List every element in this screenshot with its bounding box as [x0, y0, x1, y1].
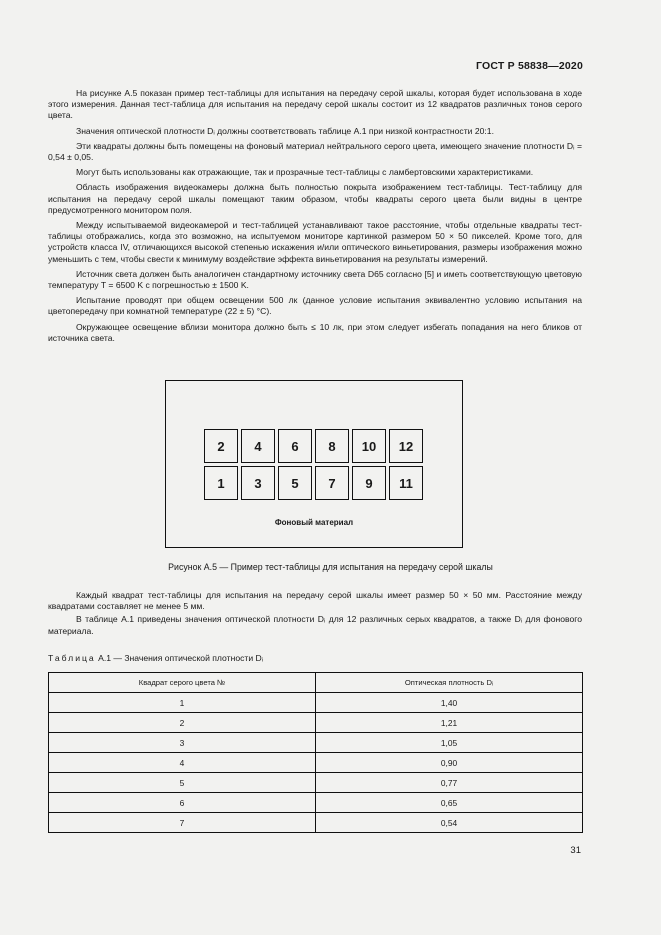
table-row: [49, 813, 583, 833]
table-cell: 1: [49, 693, 316, 713]
paragraph: На рисунке А.5 показан пример тест-таблицы для испытания на передачу серой шкалы, которая будет использована в ходе этого измерения. Данная тест-таблица для испытания на передачу серой шкалы состоит из 12 квадратов различных тонов серого цвета.: [48, 88, 582, 121]
paragraph: Значения оптической плотности Dᵢ должны соответствовать таблице А.1 при низкой контрастности 20:1.: [76, 125, 494, 136]
column-header: Оптическая плотность Dᵢ: [316, 673, 583, 693]
paragraph: В таблице А.1 приведены значения оптической плотности Dᵢ для 12 различных серых квадратов, а также Dᵢ для фонового материала.: [48, 614, 582, 636]
gray-squares-grid: [204, 429, 423, 500]
paragraph: Между испытываемой видеокамерой и тест-таблицей устанавливают такое расстояние, чтобы отдельные квадраты тест-таблицы отображались, когда это возможно, на испытуемом мониторе картинкой размером 50 × 50 пикселей. Кроме того, для устройств класса IV, отличающихся высокой степенью искажения и/или оптического виньетирования, размеры изображения можно уменьшить с тем, чтобы свести к минимуму воздействие эффекта виньетирования на результаты измерений.: [48, 220, 582, 264]
gray-square: 1: [204, 466, 238, 500]
table-cell: 6: [49, 793, 316, 813]
test-chart-figure: [165, 380, 463, 548]
table-row: [49, 713, 583, 733]
paragraph: Область изображения видеокамеры должна быть полностью покрыта изображением тест-таблицы. Тест-таблицу для испытания на передачу серой шкалы помещают таким образом, чтобы квадраты серого цвета были видны в центре предусмотренного монитором поля.: [48, 182, 582, 215]
table-title: [48, 653, 263, 663]
gray-square: 10: [352, 429, 386, 463]
table-cell: 4: [49, 753, 316, 773]
table-cell: 0,77: [316, 773, 583, 793]
table-cell: 5: [49, 773, 316, 793]
body-text-after-figure: [48, 590, 582, 639]
gray-square: 11: [389, 466, 423, 500]
gray-square: 8: [315, 429, 349, 463]
gray-square: 5: [278, 466, 312, 500]
paragraph: Источник света должен быть аналогичен стандартному источнику света D65 согласно [5] и иметь соответствующую цветовую температуру T = 6500 K с погрешностью ± 1500 K.: [48, 268, 582, 291]
document-id: ГОСТ Р 58838—2020: [475, 60, 583, 72]
table-cell: 1,40: [316, 693, 583, 713]
gray-square: 6: [278, 429, 312, 463]
table-cell: 1,05: [316, 733, 583, 753]
table-row: [49, 773, 583, 793]
gray-square: 12: [389, 429, 423, 463]
paragraph: Каждый квадрат тест-таблицы для испытания на передачу серой шкалы имеет размер 50 × 50 мм. Расстояние между квадратами составляет не менее 5 мм.: [48, 590, 582, 612]
table-cell: 7: [49, 813, 316, 833]
table-cell: 2: [49, 713, 316, 733]
page-number: 31: [570, 845, 581, 856]
table-title-text: А.1 — Значения оптической плотности Dᵢ: [98, 653, 264, 663]
table-row: [49, 733, 583, 753]
column-header: Квадрат серого цвета №: [49, 673, 316, 693]
gray-square: 2: [204, 429, 238, 463]
table-header-row: [49, 673, 583, 693]
paragraph: Окружающее освещение вблизи монитора должно быть ≤ 10 лк, при этом следует избегать попадания на него бликов от источника света.: [48, 321, 582, 343]
table-cell: 0,65: [316, 793, 583, 813]
table-cell: 0,54: [316, 813, 583, 833]
table-cell: 0,90: [316, 753, 583, 773]
body-text: [48, 88, 582, 348]
table-cell: 1,21: [316, 713, 583, 733]
gray-square: 7: [315, 466, 349, 500]
paragraph: Эти квадраты должны быть помещены на фоновый материал нейтрального серого цвета, имеющего значение плотности Dᵢ = 0,54 ± 0,05.: [48, 140, 582, 163]
table-row: [49, 753, 583, 773]
background-material-label: Фоновый материал: [274, 518, 354, 527]
figure-caption: Рисунок А.5 — Пример тест-таблицы для испытания на передачу серой шкалы: [168, 562, 493, 572]
optical-density-table: [48, 672, 583, 833]
table-row: [49, 793, 583, 813]
gray-square: 9: [352, 466, 386, 500]
table-cell: 3: [49, 733, 316, 753]
paragraph: Испытание проводят при общем освещении 500 лк (данное условие испытания эквивалентно условию испытания на цветопередачу при комнатной температуре (22 ± 5) °С).: [48, 295, 582, 317]
gray-square: 3: [241, 466, 275, 500]
gray-square: 4: [241, 429, 275, 463]
table-row: [49, 693, 583, 713]
table-title-prefix: Таблица: [48, 653, 96, 663]
paragraph: Могут быть использованы как отражающие, так и прозрачные тест-таблицы с ламбертовскими характеристиками.: [76, 167, 534, 178]
